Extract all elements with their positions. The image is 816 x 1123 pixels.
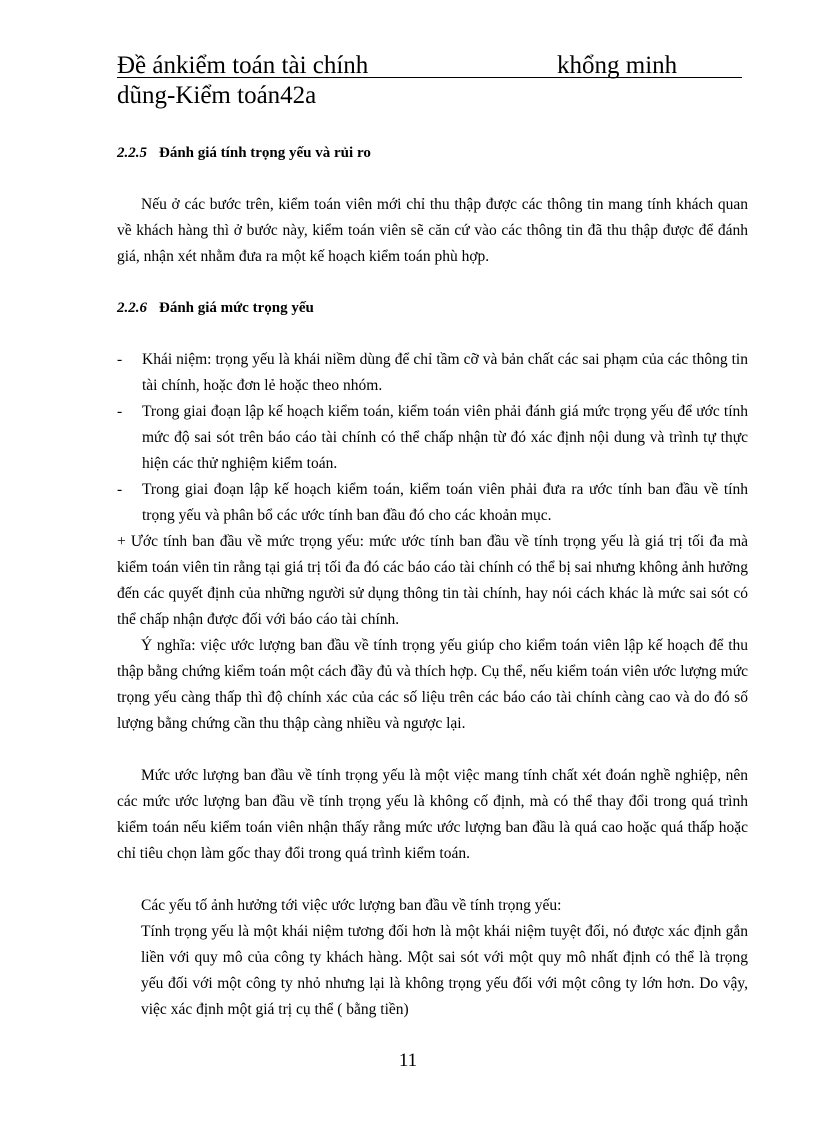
section-heading-2-2-6 — [117, 300, 314, 317]
bullet-text: Trong giai đoạn lập kế hoạch kiểm toán, kiểm toán viên phải đánh giá mức trọng yếu để ước tính mức độ sai sót trên báo cáo tài chính có thể chấp nhận từ đó xác định nội dung và trình tự thực hiện các thử nghiệm kiểm toán. — [142, 403, 748, 472]
bullet-marker: - — [117, 481, 123, 498]
bullet-item-1 — [117, 347, 748, 399]
section-title: Đánh giá mức trọng yếu — [159, 300, 314, 316]
page-header — [117, 50, 742, 109]
paragraph-initial-estimate: + Ước tính ban đầu về mức trọng yếu: mức ước tính ban đầu về tính trọng yếu là giá trị tối đa mà kiểm toán viên tin rằng tại giá trị tối đa đó các báo cáo tài chính có thể bị sai nhưng không ảnh hưởng đến các quyết định của những người sử dụng thông tin tài chính, hay nói cách khác là mức sai sót có thể chấp nhận được đối với báo cáo tài chính. — [117, 533, 748, 628]
bullet-text: Khái niệm: trọng yếu là khái niềm dùng để chỉ tầm cỡ và bản chất các sai phạm của các thông tin tài chính, hoặc đơn lẻ hoặc theo nhóm. — [142, 351, 748, 394]
paragraph-professional-judgement: Mức ước lượng ban đầu về tính trọng yếu là một việc mang tính chất xét đoán nghề nghiệp, nên các mức ước lượng ban đầu về tính trọng yếu là không cố định, mà có thể thay đổi trong quá trình kiểm toán nếu kiểm toán viên nhận thấy rằng mức ước lượng ban đầu là quá cao hoặc quá thấp hoặc chỉ tiêu chọn làm gốc thay đổi trong quá trình kiểm toán. — [117, 767, 748, 862]
bullet-item-2 — [117, 399, 748, 477]
section-number: 2.2.6 — [117, 300, 147, 316]
page-number: 11 — [398, 1050, 418, 1071]
bullet-item-3 — [117, 477, 748, 529]
paragraph-meaning: Ý nghĩa: việc ước lượng ban đầu về tính trọng yếu giúp cho kiểm toán viên lập kế hoạch để thu thập bằng chứng kiểm toán một cách đầy đủ và thích hợp. Cụ thể, nếu kiểm toán viên ước lượng mức trọng yếu càng thấp thì độ chính xác của các số liệu trên các báo cáo tài chính càng cao và do đó số lượng bằng chứng cần thu thập càng nhiều và ngược lại. — [117, 637, 748, 732]
bullet-marker: - — [117, 351, 123, 368]
header-title-left: Đề ánkiểm toán tài chính — [117, 52, 369, 79]
bullet-marker: - — [117, 403, 123, 420]
paragraph-factors: Tính trọng yếu là một khái niệm tương đối hơn là một khái niệm tuyệt đối, nó được xác định gắn liền với quy mô của công ty khách hàng. Một sai sót với một quy mô nhất định có thể là trọng yếu đối với một công ty nhỏ nhưng lại là không trọng yếu đối với một công ty lớn hơn. Do vậy, việc xác định một giá trị cụ thể ( bằng tiền) — [141, 923, 748, 1018]
section-title: Đánh giá tính trọng yếu và rủi ro — [159, 145, 371, 161]
section-heading-2-2-5 — [117, 145, 371, 162]
paragraph-risk-assessment: Nếu ở các bước trên, kiểm toán viên mới chỉ thu thập được các thông tin mang tính khách quan về khách hàng thì ở bước này, kiểm toán viên sẽ căn cứ vào các thông tin đã thu thập được để đánh giá, nhận xét nhằm đưa ra một kế hoạch kiểm toán phù hợp. — [117, 196, 748, 265]
header-title-right: khổng minh — [557, 52, 678, 79]
bullet-text: Trong giai đoạn lập kế hoạch kiểm toán, kiểm toán viên phải đưa ra ước tính ban đầu về tính trọng yếu và phân bổ các ước tính ban đầu đó cho các khoản mục. — [142, 481, 748, 524]
header-line-2: dũng-Kiểm toán42a — [117, 82, 317, 109]
section-number: 2.2.5 — [117, 145, 147, 161]
header-line-1 — [117, 50, 742, 80]
header-underline — [117, 77, 742, 78]
paragraph-factors-intro: Các yếu tố ảnh hưởng tới việc ước lượng ban đầu về tính trọng yếu: — [141, 897, 562, 914]
